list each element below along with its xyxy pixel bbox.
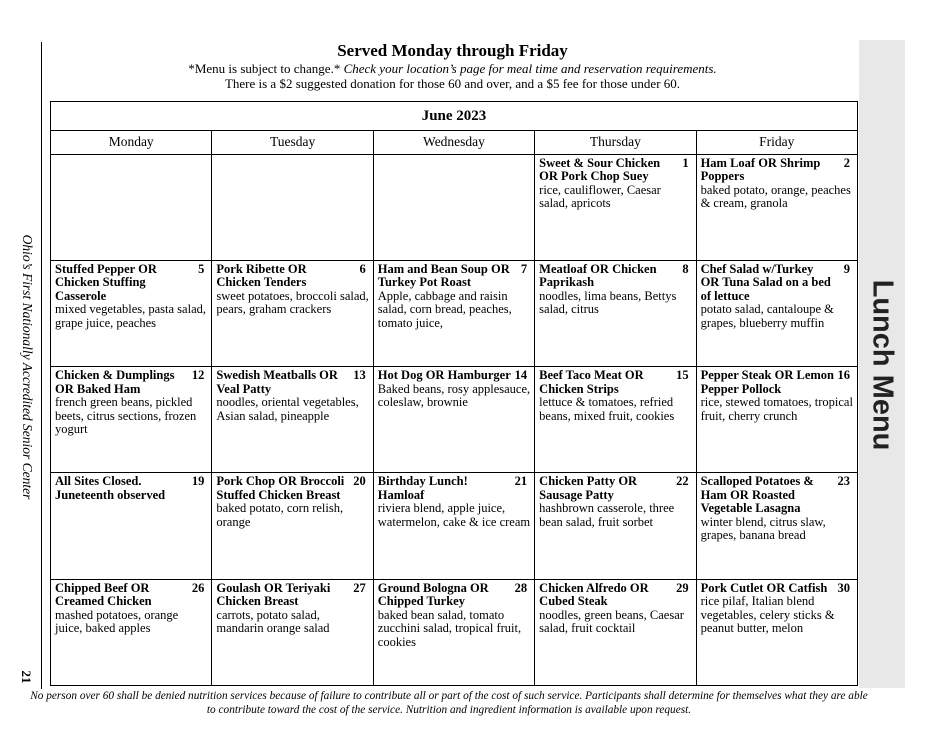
entree-text: Meatloaf OR Chicken Paprikash [539, 261, 657, 290]
day-number: 23 [837, 474, 850, 489]
entree-text: Pork Cutlet OR Catfish [700, 580, 828, 595]
day-cell [696, 473, 857, 579]
day-content [374, 473, 534, 529]
day-cell [373, 579, 534, 685]
day-number: 12 [191, 368, 205, 383]
entree-text: Ham and Bean Soup OR Turkey Pot Roast [377, 261, 510, 290]
weekday-wednesday: Wednesday [373, 131, 534, 154]
lunch-menu-banner [859, 40, 905, 688]
day-cell [212, 154, 373, 260]
side-dishes-text: rice, stewed tomatoes, tropical fruit, cherry crunch [700, 395, 853, 423]
day-cell [51, 260, 212, 366]
day-number: 22 [676, 474, 689, 489]
day-cell [51, 367, 212, 473]
day-number: 6 [359, 261, 366, 276]
side-tagline-text: Ohio’s First Nationally Accredited Senior Center [20, 234, 35, 500]
day-cell [696, 154, 857, 260]
day-number: 14 [514, 368, 528, 383]
day-content [374, 155, 534, 157]
day-cell [535, 260, 696, 366]
side-dishes-text: noodles, oriental vegetables, Asian salad, pineapple [216, 395, 359, 423]
day-content [51, 580, 211, 636]
entree-text: Goulash OR Teriyaki Chicken Breast [216, 580, 331, 609]
page-number-text: 21 [19, 670, 34, 684]
day-number: 13 [353, 368, 366, 383]
menu-notice-plain: *Menu is subject to change.* [188, 61, 341, 76]
side-dishes-text: mashed potatoes, orange juice, baked apples [55, 607, 179, 636]
week-row [51, 579, 858, 685]
day-content [697, 580, 857, 636]
day-content [697, 473, 857, 543]
weekday-tuesday: Tuesday [212, 131, 373, 154]
side-dishes-text: noodles, lima beans, Bettys salad, citrus [539, 288, 677, 317]
day-content [535, 473, 695, 529]
calendar-table [50, 101, 858, 686]
day-cell [212, 367, 373, 473]
day-number: 1 [682, 155, 689, 170]
menu-calendar [50, 101, 858, 686]
week-row [51, 260, 858, 366]
side-tagline [12, 222, 42, 512]
day-cell [535, 473, 696, 579]
month-title: June 2023 [51, 102, 858, 131]
weekday-row [51, 131, 858, 154]
day-content [697, 367, 857, 423]
day-number: 9 [843, 261, 850, 276]
week-row [51, 473, 858, 579]
entree-text: Pork Ribette OR Chicken Tenders [216, 261, 307, 290]
day-content [212, 473, 372, 529]
weekday-thursday: Thursday [535, 131, 696, 154]
day-cell [535, 367, 696, 473]
day-cell [373, 367, 534, 473]
day-content [51, 155, 211, 157]
donation-note: There is a $2 suggested donation for those 60 and over, and a $5 fee for those under 60. [224, 76, 681, 91]
day-content [697, 261, 857, 331]
day-cell [373, 260, 534, 366]
day-content [212, 261, 372, 317]
entree-text: Hot Dog OR Hamburger [377, 368, 511, 383]
menu-notice-italic: Check your location’s page for meal time and reservation requirements. [343, 61, 717, 76]
day-number: 20 [353, 474, 366, 489]
entree-text: All Sites Closed. Juneteenth observed [55, 474, 166, 502]
day-cell [535, 579, 696, 685]
entree-text: Birthday Lunch! Hamloaf [377, 474, 468, 502]
day-number: 5 [198, 261, 205, 276]
day-content [374, 261, 534, 331]
day-content [535, 261, 695, 317]
day-number: 19 [191, 474, 205, 489]
side-dishes-text: mixed vegetables, pasta salad, grape juice, peaches [55, 302, 206, 330]
day-number: 21 [514, 474, 528, 489]
day-content [535, 155, 695, 211]
day-cell [373, 154, 534, 260]
page-number [14, 662, 38, 692]
day-content [212, 155, 372, 157]
entree-text: Pork Chop OR Broccoli Stuffed Chicken Breast [216, 474, 345, 502]
day-cell [373, 473, 534, 579]
nutrition-disclaimer: No person over 60 shall be denied nutrition services because of failure to contribute all or part of the cost of such service. Participants shall determine for themselves what they are able to contribute toward the cost of the service. Nutrition and ingredient information is available upon request. [30, 690, 868, 716]
day-content [212, 580, 372, 636]
day-cell [212, 473, 373, 579]
week-row [51, 154, 858, 260]
day-number: 28 [514, 580, 528, 595]
day-content [51, 261, 211, 331]
side-dishes-text: noodles, green beans, Caesar salad, fruit cocktail [539, 607, 684, 636]
day-cell [212, 579, 373, 685]
weekday-monday: Monday [51, 131, 212, 154]
weekday-friday: Friday [696, 131, 857, 154]
day-number: 29 [676, 580, 689, 595]
side-dishes-text: baked potato, corn relish, orange [216, 501, 344, 529]
entree-text: Beef Taco Meat OR Chicken Strips [539, 368, 644, 396]
entree-text: Chicken Alfredo OR Cubed Steak [539, 580, 649, 609]
month-row [51, 102, 858, 131]
day-content [51, 367, 211, 437]
side-dishes-text: rice, cauliflower, Caesar salad, apricots [539, 182, 661, 211]
week-row [51, 367, 858, 473]
entree-text: Chef Salad w/Turkey OR Tuna Salad on a bed of lettuce [700, 261, 831, 303]
calendar-weeks [51, 154, 858, 685]
day-content [535, 367, 695, 423]
side-dishes-text: baked bean salad, tomato zucchini salad, tropical fruit, cookies [377, 607, 522, 649]
side-dishes-text: riviera blend, apple juice, watermelon, cake & ice cream [377, 501, 531, 529]
entree-text: Ground Bologna OR Chipped Turkey [377, 580, 489, 609]
day-cell [212, 260, 373, 366]
entree-text: Chipped Beef OR Creamed Chicken [55, 580, 152, 609]
side-dishes-text: french green beans, pickled beets, citrus sections, frozen yogurt [55, 395, 197, 437]
side-dishes-text: sweet potatoes, broccoli salad, pears, graham crackers [216, 288, 369, 317]
lunch-menu-banner-text: Lunch Menu [866, 279, 899, 451]
side-dishes-text: Apple, cabbage and raisin salad, corn bread, peaches, tomato juice, [377, 288, 512, 330]
side-dishes-text: lettuce & tomatoes, refried beans, mixed fruit, cookies [539, 395, 675, 423]
side-dishes-text: Baked beans, rosy applesauce, coleslaw, brownie [377, 381, 531, 410]
day-number: 7 [520, 261, 528, 276]
side-dishes-text: potato salad, cantaloupe & grapes, blueberry muffin [700, 302, 834, 330]
day-cell [51, 579, 212, 685]
entree-text: Swedish Meatballs OR Veal Patty [216, 368, 338, 396]
day-cell [51, 473, 212, 579]
day-number: 30 [837, 580, 850, 595]
day-cell [696, 260, 857, 366]
day-content [535, 580, 695, 636]
entree-text: Stuffed Pepper OR Chicken Stuffing Casserole [55, 261, 157, 303]
day-number: 2 [843, 155, 850, 170]
menu-notice [50, 61, 855, 77]
day-content [374, 367, 534, 410]
entree-text: Chicken & Dumplings OR Baked Ham [55, 368, 175, 396]
day-content [51, 473, 211, 502]
entree-text: Pepper Steak OR Lemon Pepper Pollock [700, 368, 835, 396]
day-number: 26 [191, 580, 205, 595]
day-number: 15 [676, 368, 689, 383]
side-dishes-text: winter blend, citrus slaw, grapes, banana bread [700, 514, 826, 543]
side-dishes-text: hashbrown casserole, three bean salad, fruit sorbet [539, 501, 675, 529]
day-number: 8 [682, 261, 689, 276]
day-cell [51, 154, 212, 260]
day-cell [696, 367, 857, 473]
entree-text: Sweet & Sour Chicken OR Pork Chop Suey [539, 155, 661, 184]
entree-text: Chicken Patty OR Sausage Patty [539, 474, 638, 502]
entree-text: Scalloped Potatoes & Ham OR Roasted Vegetable Lasagna [700, 474, 814, 516]
day-number: 16 [837, 368, 850, 383]
side-dishes-text: carrots, potato salad, mandarin orange salad [216, 607, 330, 636]
day-content [374, 580, 534, 650]
day-cell [535, 154, 696, 260]
side-dishes-text: baked potato, orange, peaches & cream, granola [700, 182, 851, 211]
page-title: Served Monday through Friday [337, 41, 568, 60]
day-number: 27 [353, 580, 366, 595]
day-content [697, 155, 857, 211]
side-dishes-text: rice pilaf, Italian blend vegetables, celery sticks & peanut butter, melon [700, 594, 835, 636]
entree-text: Ham Loaf OR Shrimp Poppers [700, 155, 821, 184]
day-cell [696, 579, 857, 685]
day-content [212, 367, 372, 423]
